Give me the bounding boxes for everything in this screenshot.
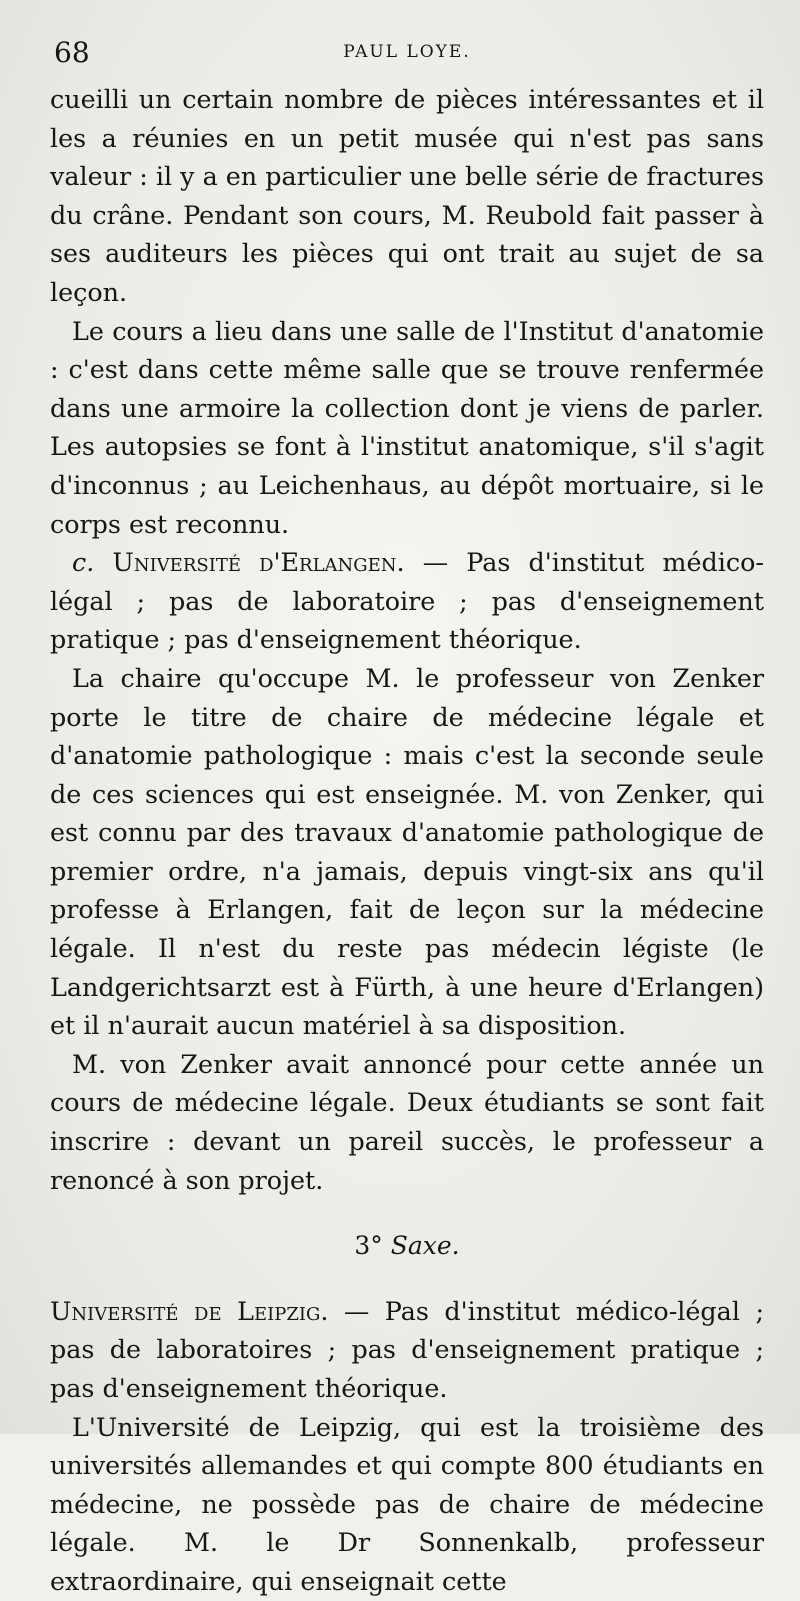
paragraph-5: M. von Zenker avait annoncé pour cette année un cours de médecine légale. Deux étudiants se sont fait inscrire : devant un pareil succès, le professeur a renoncé à son projet.: [50, 1048, 764, 1195]
paragraph-erlangen: [50, 543, 764, 659]
paragraph-1: cueilli un certain nombre de pièces intéressantes et il les a réunies en un petit musée qui n'est pas sans valeur : il y a en particulier une belle série de fractures du crâne. Pendant son cours, M. Reubold fait passer à ses auditeurs les pièces qui ont trait au sujet de sa leçon.: [50, 84, 764, 307]
section-number: 3°: [354, 1231, 383, 1261]
erlangen-summary: — Pas d'institut médico-légal ; pas de laboratoire ; pas d'enseignement pratique ; pas d'enseignement théorique.: [50, 547, 764, 655]
university-heading-erlangen: Université d'Erlangen.: [112, 547, 405, 578]
paragraph-7: L'Université de Leipzig, qui est la troisième des universités allemandes et qui compte 800 étudiants en médecine, ne possède pas de chaire de médecine légale. M. le Dr Sonnenkalb, professeur extraordinaire, qui enseignait cette: [50, 1411, 764, 1596]
running-head: PAUL LOYE.: [343, 42, 471, 62]
university-heading-leipzig: Université de Leipzig.: [50, 1295, 329, 1326]
page-header: [50, 30, 764, 80]
paragraph-4: La chaire qu'occupe M. le professeur von Zenker porte le titre de chaire de médecine légale et d'anatomie pathologique : mais c'est la seconde seule de ces sciences qui est enseignée. M. von Zenker, qui est connu par des travaux d'anatomie pathologique de premier ordre, n'a jamais, depuis vingt-six ans qu'il professe à Erlangen, fait de leçon sur la médecine légale. Il n'est du reste pas médecin légiste (le Landgerichtsarzt est à Fürth, à une heure d'Erlangen) et il n'aurait aucun matériel à sa disposition.: [50, 662, 764, 1041]
body-text: [50, 80, 764, 1601]
paragraph-leipzig: [50, 1292, 764, 1408]
list-label: c.: [72, 547, 95, 578]
section-heading-saxe: [50, 1227, 764, 1266]
section-title: Saxe.: [390, 1231, 460, 1261]
leipzig-summary: — Pas d'institut médico-légal ; pas de laboratoires ; pas d'enseignement pratique ; pas d'enseignement théorique.: [50, 1295, 764, 1403]
paragraph-2: Le cours a lieu dans une salle de l'Institut d'anatomie : c'est dans cette même salle que se trouve renfermée dans une armoire la collection dont je viens de parler. Les autopsies se font à l'institut anatomique, s'il s'agit d'inconnus ; au Leichenhaus, au dépôt mortuaire, si le corps est reconnu.: [50, 315, 764, 539]
page-number: 68: [54, 36, 90, 69]
